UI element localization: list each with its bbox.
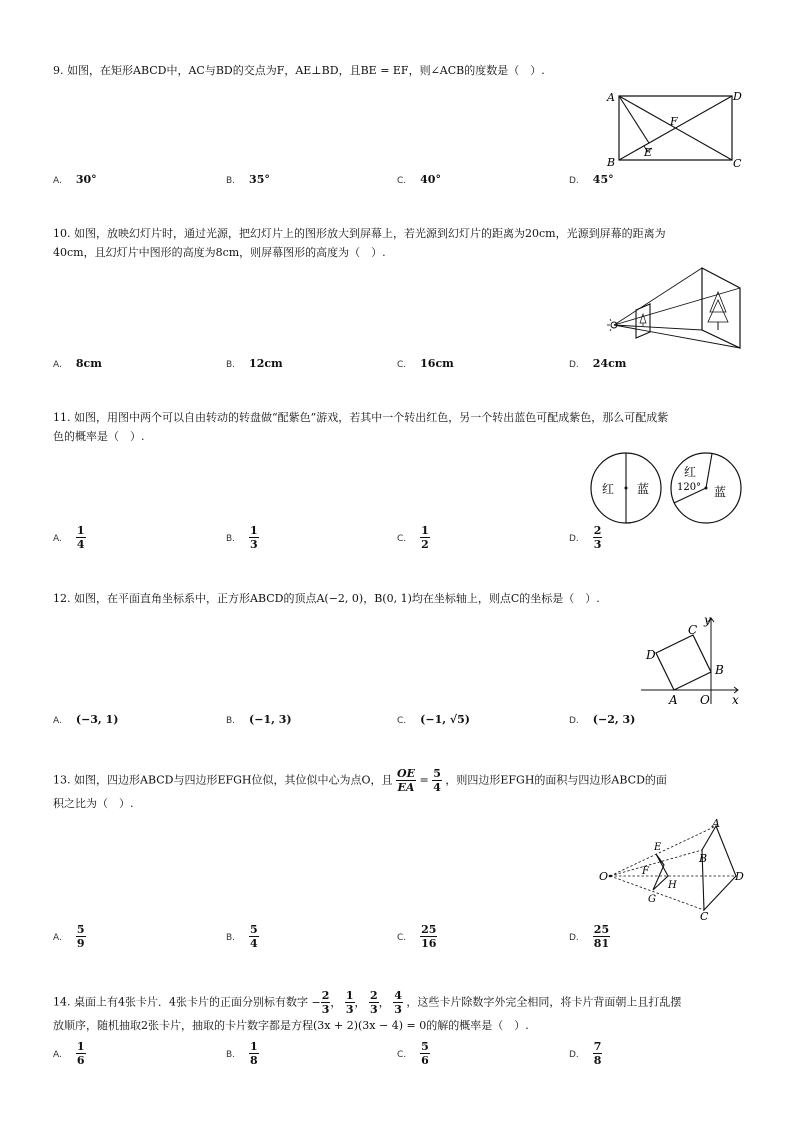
fraction: $\frac{1}{4}$: [76, 524, 85, 551]
label-D: D: [733, 90, 742, 103]
label-D: D: [735, 870, 744, 883]
option-d[interactable]: D. (−2, 3): [569, 713, 636, 726]
coordinate-figure: [636, 614, 746, 706]
equals-sign: =: [419, 773, 429, 787]
question-number: 12.: [53, 592, 71, 605]
label-blue: 蓝: [637, 482, 650, 496]
option-d[interactable]: D. $\frac{25}{81}$: [569, 923, 610, 950]
option-b[interactable]: B. $\frac{1}{3}$: [226, 524, 258, 551]
question-number: 10.: [53, 227, 71, 240]
fraction: $\frac{1}{3}$: [250, 524, 258, 551]
card-value: $\frac{4}{3}$: [394, 989, 402, 1016]
option-a[interactable]: A. 30°: [53, 173, 97, 186]
label-x: x: [732, 693, 739, 707]
question-text: 如图，在矩形ABCD中，AC与BD的交点为F，AE⊥BD，且BE = EF，则∠ACB的度数是（ ）.: [67, 64, 545, 77]
fraction: $\frac{5}{9}$: [76, 923, 85, 950]
label-C: C: [733, 157, 742, 170]
option-c[interactable]: C. $\frac{25}{16}$: [397, 923, 437, 950]
projector-figure: [604, 266, 744, 350]
ratio-fraction: $\frac{OE}{EA}$: [397, 767, 415, 794]
question-stem-line2: 积之比为（ ）.: [53, 797, 134, 810]
option-c[interactable]: C. 16cm: [397, 357, 454, 370]
fraction: $\frac{25}{16}$: [421, 923, 437, 950]
label-A: A: [607, 91, 615, 104]
question-number: 14.: [53, 995, 71, 1009]
question-stem-line2: 放顺序，随机抽取2张卡片，抽取的卡片数字都是方程(3x + 2)(3x − 4) = 0的解的概率是（ ）.: [53, 1019, 529, 1032]
label-E: E: [654, 842, 662, 853]
label-B: B: [715, 663, 724, 677]
label-B: B: [607, 156, 616, 169]
option-d[interactable]: D. $\frac{7}{8}$: [569, 1040, 602, 1067]
question-text: 如图，用图中两个可以自由转动的转盘做“配紫色”游戏，若其中一个转出红色，另一个转出蓝色可配成紫色，那么可配成紫: [74, 411, 669, 424]
question-text: 如图，放映幻灯片时，通过光源，把幻灯片上的图形放大到屏幕上，若光源到幻灯片的距离为20cm，光源到屏幕的距离为: [74, 227, 666, 240]
label-E: E: [644, 146, 653, 159]
question-text: ，则四边形EFGH的面积与四边形ABCD的面: [445, 773, 667, 787]
question-stem: [53, 224, 666, 244]
fraction: $\frac{5}{4}$: [250, 923, 258, 950]
option-a[interactable]: A. $\frac{1}{4}$: [53, 524, 85, 551]
label-red: 红: [602, 482, 615, 496]
label-red: 红: [684, 465, 697, 479]
option-d[interactable]: D. $\frac{2}{3}$: [569, 524, 602, 551]
label-A: A: [669, 693, 678, 707]
label-angle: 120°: [677, 482, 702, 493]
option-c[interactable]: C. (−1, √5): [397, 713, 470, 726]
label-B: B: [699, 852, 708, 865]
option-c[interactable]: C. 40°: [397, 173, 441, 186]
question-stem: [53, 767, 667, 794]
question-text: 如图，四边形ABCD与四边形EFGH位似，其位似中心为点O，且: [74, 773, 393, 787]
option-b[interactable]: B. $\frac{1}{8}$: [226, 1040, 258, 1067]
card-value: $\frac{1}{3}$ ，: [345, 989, 366, 1016]
question-stem: [53, 408, 668, 428]
label-A: A: [712, 817, 720, 830]
option-b[interactable]: B. $\frac{5}{4}$: [226, 923, 258, 950]
question-number: 9.: [53, 64, 64, 77]
option-b[interactable]: B. (−1, 3): [226, 713, 292, 726]
option-d[interactable]: D. 24cm: [569, 357, 627, 370]
option-d[interactable]: D. 45°: [569, 173, 614, 186]
question-number: 11.: [53, 411, 71, 424]
label-y: y: [704, 613, 711, 627]
question-stem-line2: 40cm，且幻灯片中图形的高度为8cm，则屏幕图形的高度为（ ）.: [53, 246, 386, 259]
label-O: O: [599, 870, 609, 883]
label-F: F: [670, 115, 678, 128]
question-stem-line2: 色的概率是（ ）.: [53, 430, 145, 443]
rectangle-figure: [604, 88, 744, 168]
question-text: 桌面上有4张卡片．4张卡片的正面分别标有数字: [74, 995, 308, 1009]
fraction: $\frac{1}{2}$: [421, 524, 429, 551]
fraction: $\frac{2}{3}$: [593, 524, 602, 551]
label-D: D: [646, 648, 656, 662]
option-b[interactable]: B. 12cm: [226, 357, 283, 370]
question-stem: [53, 589, 600, 609]
option-b[interactable]: B. 35°: [226, 173, 270, 186]
fraction: $\frac{1}{8}$: [250, 1040, 258, 1067]
label-F: F: [642, 866, 649, 877]
label-G: G: [648, 894, 656, 905]
ratio-value: $\frac{5}{4}$: [433, 767, 441, 794]
label-C: C: [688, 623, 698, 637]
label-blue: 蓝: [714, 485, 727, 499]
label-C: C: [700, 910, 709, 923]
fraction: $\frac{1}{6}$: [76, 1040, 85, 1067]
option-c[interactable]: C. $\frac{1}{2}$: [397, 524, 429, 551]
question-stem: [53, 989, 681, 1016]
fraction: $\frac{25}{81}$: [593, 923, 610, 950]
fraction: $\frac{7}{8}$: [593, 1040, 602, 1067]
question-stem: [53, 61, 545, 81]
fraction: $\frac{5}{6}$: [421, 1040, 429, 1067]
option-a[interactable]: A. 8cm: [53, 357, 102, 370]
label-H: H: [668, 880, 677, 891]
option-a[interactable]: A. $\frac{5}{9}$: [53, 923, 85, 950]
question-text: ，这些卡片除数字外完全相同，将卡片背面朝上且打乱摆: [406, 995, 682, 1009]
label-O: O: [700, 693, 710, 707]
question-text: 如图，在平面直角坐标系中，正方形ABCD的顶点A(−2, 0)，B(0, 1)均在坐标轴上，则点C的坐标是（ ）.: [74, 592, 600, 605]
option-a[interactable]: A. $\frac{1}{6}$: [53, 1040, 85, 1067]
homothety-figure: [596, 818, 746, 924]
card-value: − $\frac{2}{3}$ ，: [311, 989, 342, 1016]
card-value: $\frac{2}{3}$ ，: [370, 989, 390, 1016]
spinners-figure: [588, 450, 748, 526]
option-c[interactable]: C. $\frac{5}{6}$: [397, 1040, 429, 1067]
question-number: 13.: [53, 773, 71, 787]
option-a[interactable]: A. (−3, 1): [53, 713, 119, 726]
